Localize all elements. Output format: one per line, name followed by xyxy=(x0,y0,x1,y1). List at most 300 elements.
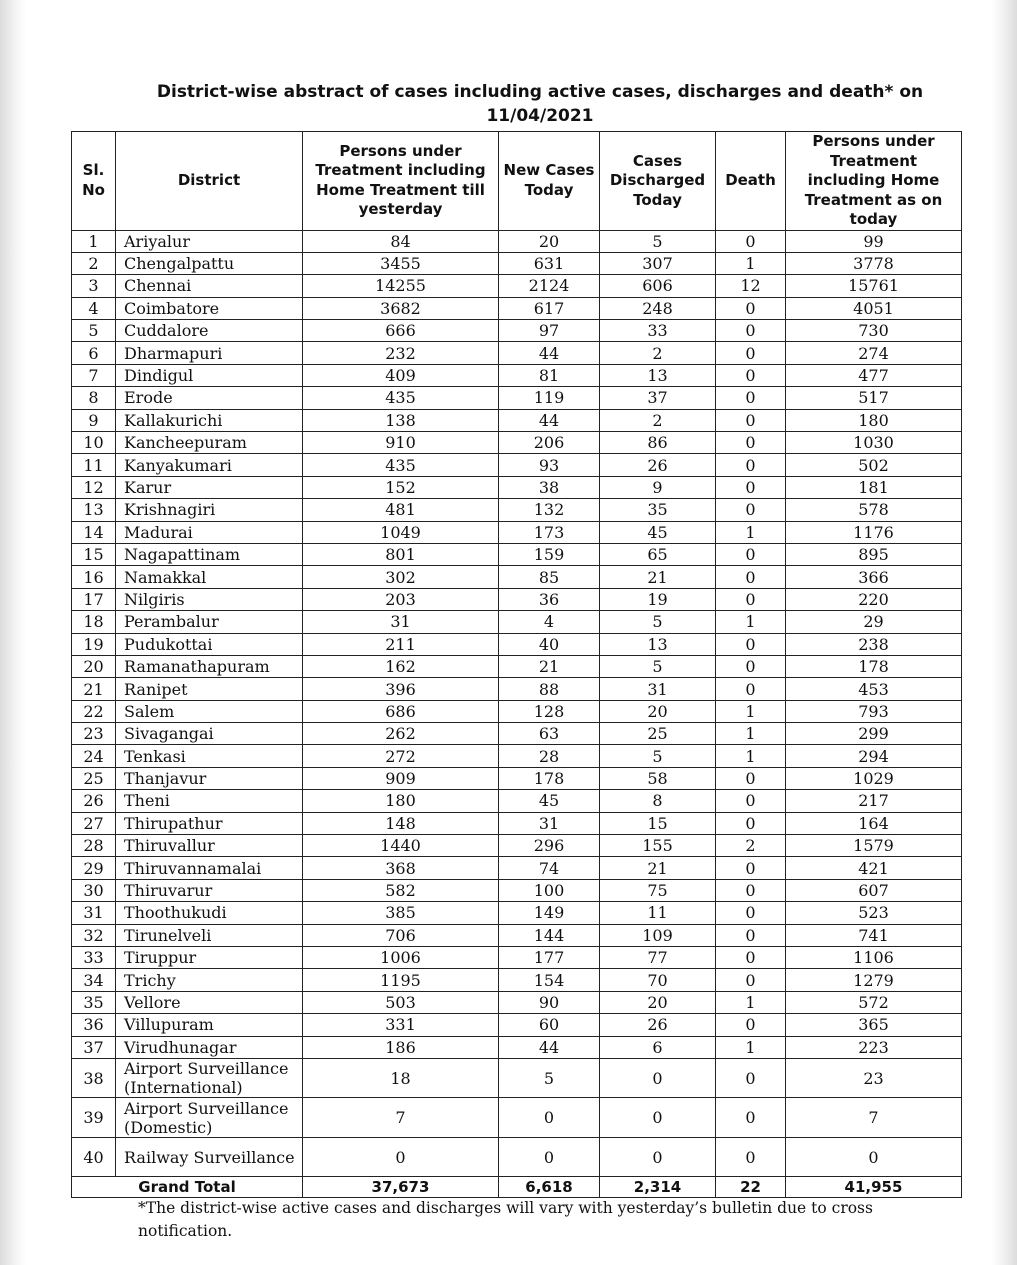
table-row xyxy=(72,364,962,386)
death-cell: 0 xyxy=(716,566,786,588)
table-row xyxy=(72,723,962,745)
death-cell: 0 xyxy=(716,297,786,319)
death-cell: 0 xyxy=(716,454,786,476)
table-row xyxy=(72,902,962,924)
death-cell: 0 xyxy=(716,476,786,498)
sl-cell: 17 xyxy=(72,588,116,610)
sl-cell: 6 xyxy=(72,342,116,364)
death-cell: 1 xyxy=(716,1036,786,1058)
header-under-treatment-yesterday: Persons under Treatment including Home Treatment till yesterday xyxy=(303,132,499,231)
under-treatment-yesterday-cell: 1049 xyxy=(303,521,499,543)
new-cases-cell: 31 xyxy=(499,812,600,834)
discharged-cell: 5 xyxy=(600,611,716,633)
new-cases-cell: 2124 xyxy=(499,275,600,297)
under-treatment-yesterday-cell: 409 xyxy=(303,364,499,386)
table-row xyxy=(72,1014,962,1036)
district-cell: Coimbatore xyxy=(116,297,303,319)
district-cell: Thanjavur xyxy=(116,767,303,789)
under-treatment-yesterday-cell: 909 xyxy=(303,767,499,789)
table-row xyxy=(72,947,962,969)
under-treatment-today-cell: 793 xyxy=(786,700,962,722)
district-cell: Virudhunagar xyxy=(116,1036,303,1058)
new-cases-cell: 631 xyxy=(499,252,600,274)
death-cell: 1 xyxy=(716,723,786,745)
under-treatment-yesterday-cell: 481 xyxy=(303,499,499,521)
district-cell: Airport Surveillance (International) xyxy=(116,1058,303,1098)
discharged-cell: 26 xyxy=(600,454,716,476)
death-cell: 0 xyxy=(716,230,786,252)
under-treatment-today-cell: 223 xyxy=(786,1036,962,1058)
table-row xyxy=(72,611,962,633)
header-sl-no: Sl. No xyxy=(72,132,116,231)
grand-total-label: Grand Total xyxy=(72,1177,303,1198)
new-cases-cell: 5 xyxy=(499,1058,600,1098)
new-cases-cell: 206 xyxy=(499,432,600,454)
under-treatment-today-cell: 741 xyxy=(786,924,962,946)
under-treatment-yesterday-cell: 162 xyxy=(303,655,499,677)
under-treatment-yesterday-cell: 14255 xyxy=(303,275,499,297)
death-cell: 1 xyxy=(716,991,786,1013)
discharged-cell: 21 xyxy=(600,857,716,879)
table-row xyxy=(72,252,962,274)
under-treatment-yesterday-cell: 1006 xyxy=(303,947,499,969)
new-cases-cell: 44 xyxy=(499,342,600,364)
under-treatment-yesterday-cell: 385 xyxy=(303,902,499,924)
under-treatment-today-cell: 1029 xyxy=(786,767,962,789)
sl-cell: 28 xyxy=(72,835,116,857)
district-cell: Cuddalore xyxy=(116,320,303,342)
new-cases-cell: 36 xyxy=(499,588,600,610)
sl-cell: 22 xyxy=(72,700,116,722)
page-shadow-left xyxy=(0,0,26,1265)
discharged-cell: 20 xyxy=(600,700,716,722)
new-cases-cell: 88 xyxy=(499,678,600,700)
district-cell: Thiruvarur xyxy=(116,879,303,901)
discharged-cell: 0 xyxy=(600,1137,716,1177)
district-cell: Nagapattinam xyxy=(116,543,303,565)
table-row xyxy=(72,454,962,476)
death-cell: 0 xyxy=(716,969,786,991)
death-cell: 0 xyxy=(716,767,786,789)
discharged-cell: 75 xyxy=(600,879,716,901)
discharged-cell: 606 xyxy=(600,275,716,297)
table-row xyxy=(72,812,962,834)
death-cell: 0 xyxy=(716,790,786,812)
table-row xyxy=(72,857,962,879)
new-cases-cell: 93 xyxy=(499,454,600,476)
table-row xyxy=(72,588,962,610)
under-treatment-yesterday-cell: 148 xyxy=(303,812,499,834)
under-treatment-today-cell: 1106 xyxy=(786,947,962,969)
discharged-cell: 11 xyxy=(600,902,716,924)
discharged-cell: 20 xyxy=(600,991,716,1013)
sl-cell: 13 xyxy=(72,499,116,521)
discharged-cell: 58 xyxy=(600,767,716,789)
table-row xyxy=(72,342,962,364)
under-treatment-today-cell: 421 xyxy=(786,857,962,879)
under-treatment-today-cell: 274 xyxy=(786,342,962,364)
discharged-cell: 109 xyxy=(600,924,716,946)
table-row xyxy=(72,476,962,498)
district-cell: Railway Surveillance xyxy=(116,1137,303,1177)
new-cases-cell: 0 xyxy=(499,1137,600,1177)
table-row xyxy=(72,432,962,454)
district-cases-table xyxy=(71,131,962,1198)
under-treatment-yesterday-cell: 152 xyxy=(303,476,499,498)
death-cell: 1 xyxy=(716,252,786,274)
total-today: 41,955 xyxy=(786,1177,962,1198)
under-treatment-yesterday-cell: 331 xyxy=(303,1014,499,1036)
death-cell: 0 xyxy=(716,857,786,879)
sl-cell: 38 xyxy=(72,1058,116,1098)
sl-cell: 10 xyxy=(72,432,116,454)
under-treatment-today-cell: 0 xyxy=(786,1137,962,1177)
death-cell: 0 xyxy=(716,947,786,969)
death-cell: 0 xyxy=(716,543,786,565)
district-cell: Salem xyxy=(116,700,303,722)
district-cell: Chennai xyxy=(116,275,303,297)
death-cell: 0 xyxy=(716,812,786,834)
sl-cell: 25 xyxy=(72,767,116,789)
discharged-cell: 25 xyxy=(600,723,716,745)
table-row xyxy=(72,924,962,946)
discharged-cell: 248 xyxy=(600,297,716,319)
district-cell: Dindigul xyxy=(116,364,303,386)
table-row xyxy=(72,633,962,655)
death-cell: 0 xyxy=(716,678,786,700)
total-new: 6,618 xyxy=(499,1177,600,1198)
discharged-cell: 9 xyxy=(600,476,716,498)
sl-cell: 14 xyxy=(72,521,116,543)
table-row xyxy=(72,835,962,857)
sl-cell: 8 xyxy=(72,387,116,409)
discharged-cell: 77 xyxy=(600,947,716,969)
district-cell: Theni xyxy=(116,790,303,812)
new-cases-cell: 60 xyxy=(499,1014,600,1036)
under-treatment-today-cell: 29 xyxy=(786,611,962,633)
death-cell: 1 xyxy=(716,745,786,767)
under-treatment-yesterday-cell: 84 xyxy=(303,230,499,252)
new-cases-cell: 28 xyxy=(499,745,600,767)
death-cell: 0 xyxy=(716,499,786,521)
death-cell: 0 xyxy=(716,387,786,409)
district-cell: Sivagangai xyxy=(116,723,303,745)
under-treatment-today-cell: 1176 xyxy=(786,521,962,543)
under-treatment-today-cell: 178 xyxy=(786,655,962,677)
table-row xyxy=(72,320,962,342)
sl-cell: 4 xyxy=(72,297,116,319)
sl-cell: 11 xyxy=(72,454,116,476)
discharged-cell: 307 xyxy=(600,252,716,274)
under-treatment-today-cell: 181 xyxy=(786,476,962,498)
discharged-cell: 5 xyxy=(600,230,716,252)
table-row xyxy=(72,230,962,252)
district-cell: Erode xyxy=(116,387,303,409)
discharged-cell: 5 xyxy=(600,655,716,677)
table-row xyxy=(72,1098,962,1138)
under-treatment-yesterday-cell: 435 xyxy=(303,454,499,476)
sl-cell: 16 xyxy=(72,566,116,588)
new-cases-cell: 0 xyxy=(499,1098,600,1138)
death-cell: 12 xyxy=(716,275,786,297)
table-row xyxy=(72,969,962,991)
new-cases-cell: 40 xyxy=(499,633,600,655)
discharged-cell: 21 xyxy=(600,566,716,588)
sl-cell: 29 xyxy=(72,857,116,879)
district-cell: Ramanathapuram xyxy=(116,655,303,677)
death-cell: 0 xyxy=(716,1137,786,1177)
sl-cell: 15 xyxy=(72,543,116,565)
discharged-cell: 6 xyxy=(600,1036,716,1058)
discharged-cell: 0 xyxy=(600,1098,716,1138)
under-treatment-yesterday-cell: 3682 xyxy=(303,297,499,319)
new-cases-cell: 128 xyxy=(499,700,600,722)
under-treatment-yesterday-cell: 180 xyxy=(303,790,499,812)
table-row xyxy=(72,879,962,901)
district-cell: Tiruppur xyxy=(116,947,303,969)
new-cases-cell: 21 xyxy=(499,655,600,677)
discharged-cell: 37 xyxy=(600,387,716,409)
discharged-cell: 8 xyxy=(600,790,716,812)
under-treatment-today-cell: 477 xyxy=(786,364,962,386)
under-treatment-today-cell: 3778 xyxy=(786,252,962,274)
discharged-cell: 19 xyxy=(600,588,716,610)
under-treatment-today-cell: 730 xyxy=(786,320,962,342)
under-treatment-today-cell: 607 xyxy=(786,879,962,901)
district-cell: Thirupathur xyxy=(116,812,303,834)
new-cases-cell: 38 xyxy=(499,476,600,498)
table-row xyxy=(72,700,962,722)
death-cell: 0 xyxy=(716,633,786,655)
discharged-cell: 155 xyxy=(600,835,716,857)
table-row xyxy=(72,678,962,700)
sl-cell: 30 xyxy=(72,879,116,901)
district-cell: Ranipet xyxy=(116,678,303,700)
district-cell: Villupuram xyxy=(116,1014,303,1036)
sl-cell: 21 xyxy=(72,678,116,700)
under-treatment-today-cell: 164 xyxy=(786,812,962,834)
document-title: District-wise abstract of cases including active cases, discharges and death* on 11/04/2021 xyxy=(156,82,924,126)
under-treatment-today-cell: 523 xyxy=(786,902,962,924)
sl-cell: 31 xyxy=(72,902,116,924)
under-treatment-yesterday-cell: 1195 xyxy=(303,969,499,991)
district-cell: Ariyalur xyxy=(116,230,303,252)
under-treatment-yesterday-cell: 203 xyxy=(303,588,499,610)
new-cases-cell: 44 xyxy=(499,1036,600,1058)
under-treatment-yesterday-cell: 801 xyxy=(303,543,499,565)
under-treatment-yesterday-cell: 211 xyxy=(303,633,499,655)
death-cell: 2 xyxy=(716,835,786,857)
under-treatment-today-cell: 23 xyxy=(786,1058,962,1098)
header-discharged: Cases Discharged Today xyxy=(600,132,716,231)
sl-cell: 5 xyxy=(72,320,116,342)
under-treatment-today-cell: 1279 xyxy=(786,969,962,991)
header-death: Death xyxy=(716,132,786,231)
under-treatment-yesterday-cell: 272 xyxy=(303,745,499,767)
sl-cell: 19 xyxy=(72,633,116,655)
new-cases-cell: 90 xyxy=(499,991,600,1013)
new-cases-cell: 20 xyxy=(499,230,600,252)
under-treatment-yesterday-cell: 503 xyxy=(303,991,499,1013)
sl-cell: 23 xyxy=(72,723,116,745)
under-treatment-today-cell: 1030 xyxy=(786,432,962,454)
sl-cell: 40 xyxy=(72,1137,116,1177)
grand-total-row xyxy=(72,1177,962,1198)
under-treatment-yesterday-cell: 7 xyxy=(303,1098,499,1138)
table-row xyxy=(72,745,962,767)
table-row xyxy=(72,1058,962,1098)
table-row xyxy=(72,521,962,543)
death-cell: 0 xyxy=(716,364,786,386)
sl-cell: 37 xyxy=(72,1036,116,1058)
discharged-cell: 13 xyxy=(600,364,716,386)
death-cell: 0 xyxy=(716,432,786,454)
discharged-cell: 45 xyxy=(600,521,716,543)
new-cases-cell: 177 xyxy=(499,947,600,969)
sl-cell: 1 xyxy=(72,230,116,252)
table-row xyxy=(72,790,962,812)
district-cell: Namakkal xyxy=(116,566,303,588)
under-treatment-today-cell: 220 xyxy=(786,588,962,610)
new-cases-cell: 154 xyxy=(499,969,600,991)
under-treatment-yesterday-cell: 232 xyxy=(303,342,499,364)
table-row xyxy=(72,1137,962,1177)
new-cases-cell: 63 xyxy=(499,723,600,745)
discharged-cell: 0 xyxy=(600,1058,716,1098)
discharged-cell: 26 xyxy=(600,1014,716,1036)
table-row xyxy=(72,655,962,677)
discharged-cell: 65 xyxy=(600,543,716,565)
under-treatment-yesterday-cell: 3455 xyxy=(303,252,499,274)
death-cell: 0 xyxy=(716,879,786,901)
under-treatment-today-cell: 238 xyxy=(786,633,962,655)
sl-cell: 34 xyxy=(72,969,116,991)
death-cell: 0 xyxy=(716,902,786,924)
under-treatment-yesterday-cell: 0 xyxy=(303,1137,499,1177)
new-cases-cell: 4 xyxy=(499,611,600,633)
table-row xyxy=(72,499,962,521)
district-cell: Tirunelveli xyxy=(116,924,303,946)
death-cell: 1 xyxy=(716,611,786,633)
under-treatment-today-cell: 99 xyxy=(786,230,962,252)
district-cell: Krishnagiri xyxy=(116,499,303,521)
sl-cell: 9 xyxy=(72,409,116,431)
new-cases-cell: 144 xyxy=(499,924,600,946)
under-treatment-yesterday-cell: 582 xyxy=(303,879,499,901)
under-treatment-yesterday-cell: 1440 xyxy=(303,835,499,857)
under-treatment-today-cell: 294 xyxy=(786,745,962,767)
district-cell: Madurai xyxy=(116,521,303,543)
new-cases-cell: 85 xyxy=(499,566,600,588)
death-cell: 0 xyxy=(716,655,786,677)
district-cell: Kanyakumari xyxy=(116,454,303,476)
header-district: District xyxy=(116,132,303,231)
under-treatment-yesterday-cell: 435 xyxy=(303,387,499,409)
new-cases-cell: 617 xyxy=(499,297,600,319)
under-treatment-today-cell: 365 xyxy=(786,1014,962,1036)
death-cell: 1 xyxy=(716,700,786,722)
death-cell: 0 xyxy=(716,588,786,610)
district-cell: Trichy xyxy=(116,969,303,991)
district-cell: Airport Surveillance (Domestic) xyxy=(116,1098,303,1138)
discharged-cell: 13 xyxy=(600,633,716,655)
death-cell: 1 xyxy=(716,521,786,543)
under-treatment-today-cell: 895 xyxy=(786,543,962,565)
death-cell: 0 xyxy=(716,1014,786,1036)
sl-cell: 2 xyxy=(72,252,116,274)
discharged-cell: 31 xyxy=(600,678,716,700)
under-treatment-yesterday-cell: 18 xyxy=(303,1058,499,1098)
sl-cell: 39 xyxy=(72,1098,116,1138)
new-cases-cell: 74 xyxy=(499,857,600,879)
under-treatment-yesterday-cell: 666 xyxy=(303,320,499,342)
death-cell: 0 xyxy=(716,320,786,342)
sl-cell: 33 xyxy=(72,947,116,969)
header-under-treatment-today: Persons under Treatment including Home Treatment as on today xyxy=(786,132,962,231)
under-treatment-today-cell: 7 xyxy=(786,1098,962,1138)
discharged-cell: 2 xyxy=(600,342,716,364)
sl-cell: 3 xyxy=(72,275,116,297)
death-cell: 0 xyxy=(716,1058,786,1098)
under-treatment-yesterday-cell: 138 xyxy=(303,409,499,431)
discharged-cell: 2 xyxy=(600,409,716,431)
sl-cell: 24 xyxy=(72,745,116,767)
sl-cell: 12 xyxy=(72,476,116,498)
new-cases-cell: 45 xyxy=(499,790,600,812)
district-cell: Perambalur xyxy=(116,611,303,633)
under-treatment-today-cell: 366 xyxy=(786,566,962,588)
total-death: 22 xyxy=(716,1177,786,1198)
sl-cell: 26 xyxy=(72,790,116,812)
new-cases-cell: 81 xyxy=(499,364,600,386)
district-cell: Thiruvallur xyxy=(116,835,303,857)
under-treatment-today-cell: 4051 xyxy=(786,297,962,319)
sl-cell: 18 xyxy=(72,611,116,633)
under-treatment-today-cell: 217 xyxy=(786,790,962,812)
discharged-cell: 15 xyxy=(600,812,716,834)
table-row xyxy=(72,409,962,431)
table-row xyxy=(72,991,962,1013)
district-cell: Vellore xyxy=(116,991,303,1013)
new-cases-cell: 296 xyxy=(499,835,600,857)
under-treatment-yesterday-cell: 186 xyxy=(303,1036,499,1058)
table-row xyxy=(72,543,962,565)
under-treatment-today-cell: 578 xyxy=(786,499,962,521)
new-cases-cell: 173 xyxy=(499,521,600,543)
sl-cell: 27 xyxy=(72,812,116,834)
new-cases-cell: 159 xyxy=(499,543,600,565)
table-row xyxy=(72,1036,962,1058)
district-cell: Kallakurichi xyxy=(116,409,303,431)
under-treatment-today-cell: 517 xyxy=(786,387,962,409)
discharged-cell: 70 xyxy=(600,969,716,991)
total-yesterday: 37,673 xyxy=(303,1177,499,1198)
new-cases-cell: 100 xyxy=(499,879,600,901)
district-cell: Karur xyxy=(116,476,303,498)
death-cell: 0 xyxy=(716,1098,786,1138)
death-cell: 0 xyxy=(716,342,786,364)
new-cases-cell: 178 xyxy=(499,767,600,789)
new-cases-cell: 132 xyxy=(499,499,600,521)
discharged-cell: 35 xyxy=(600,499,716,521)
district-cell: Kancheepuram xyxy=(116,432,303,454)
under-treatment-today-cell: 15761 xyxy=(786,275,962,297)
under-treatment-today-cell: 1579 xyxy=(786,835,962,857)
under-treatment-today-cell: 180 xyxy=(786,409,962,431)
sl-cell: 32 xyxy=(72,924,116,946)
total-discharged: 2,314 xyxy=(600,1177,716,1198)
under-treatment-today-cell: 453 xyxy=(786,678,962,700)
